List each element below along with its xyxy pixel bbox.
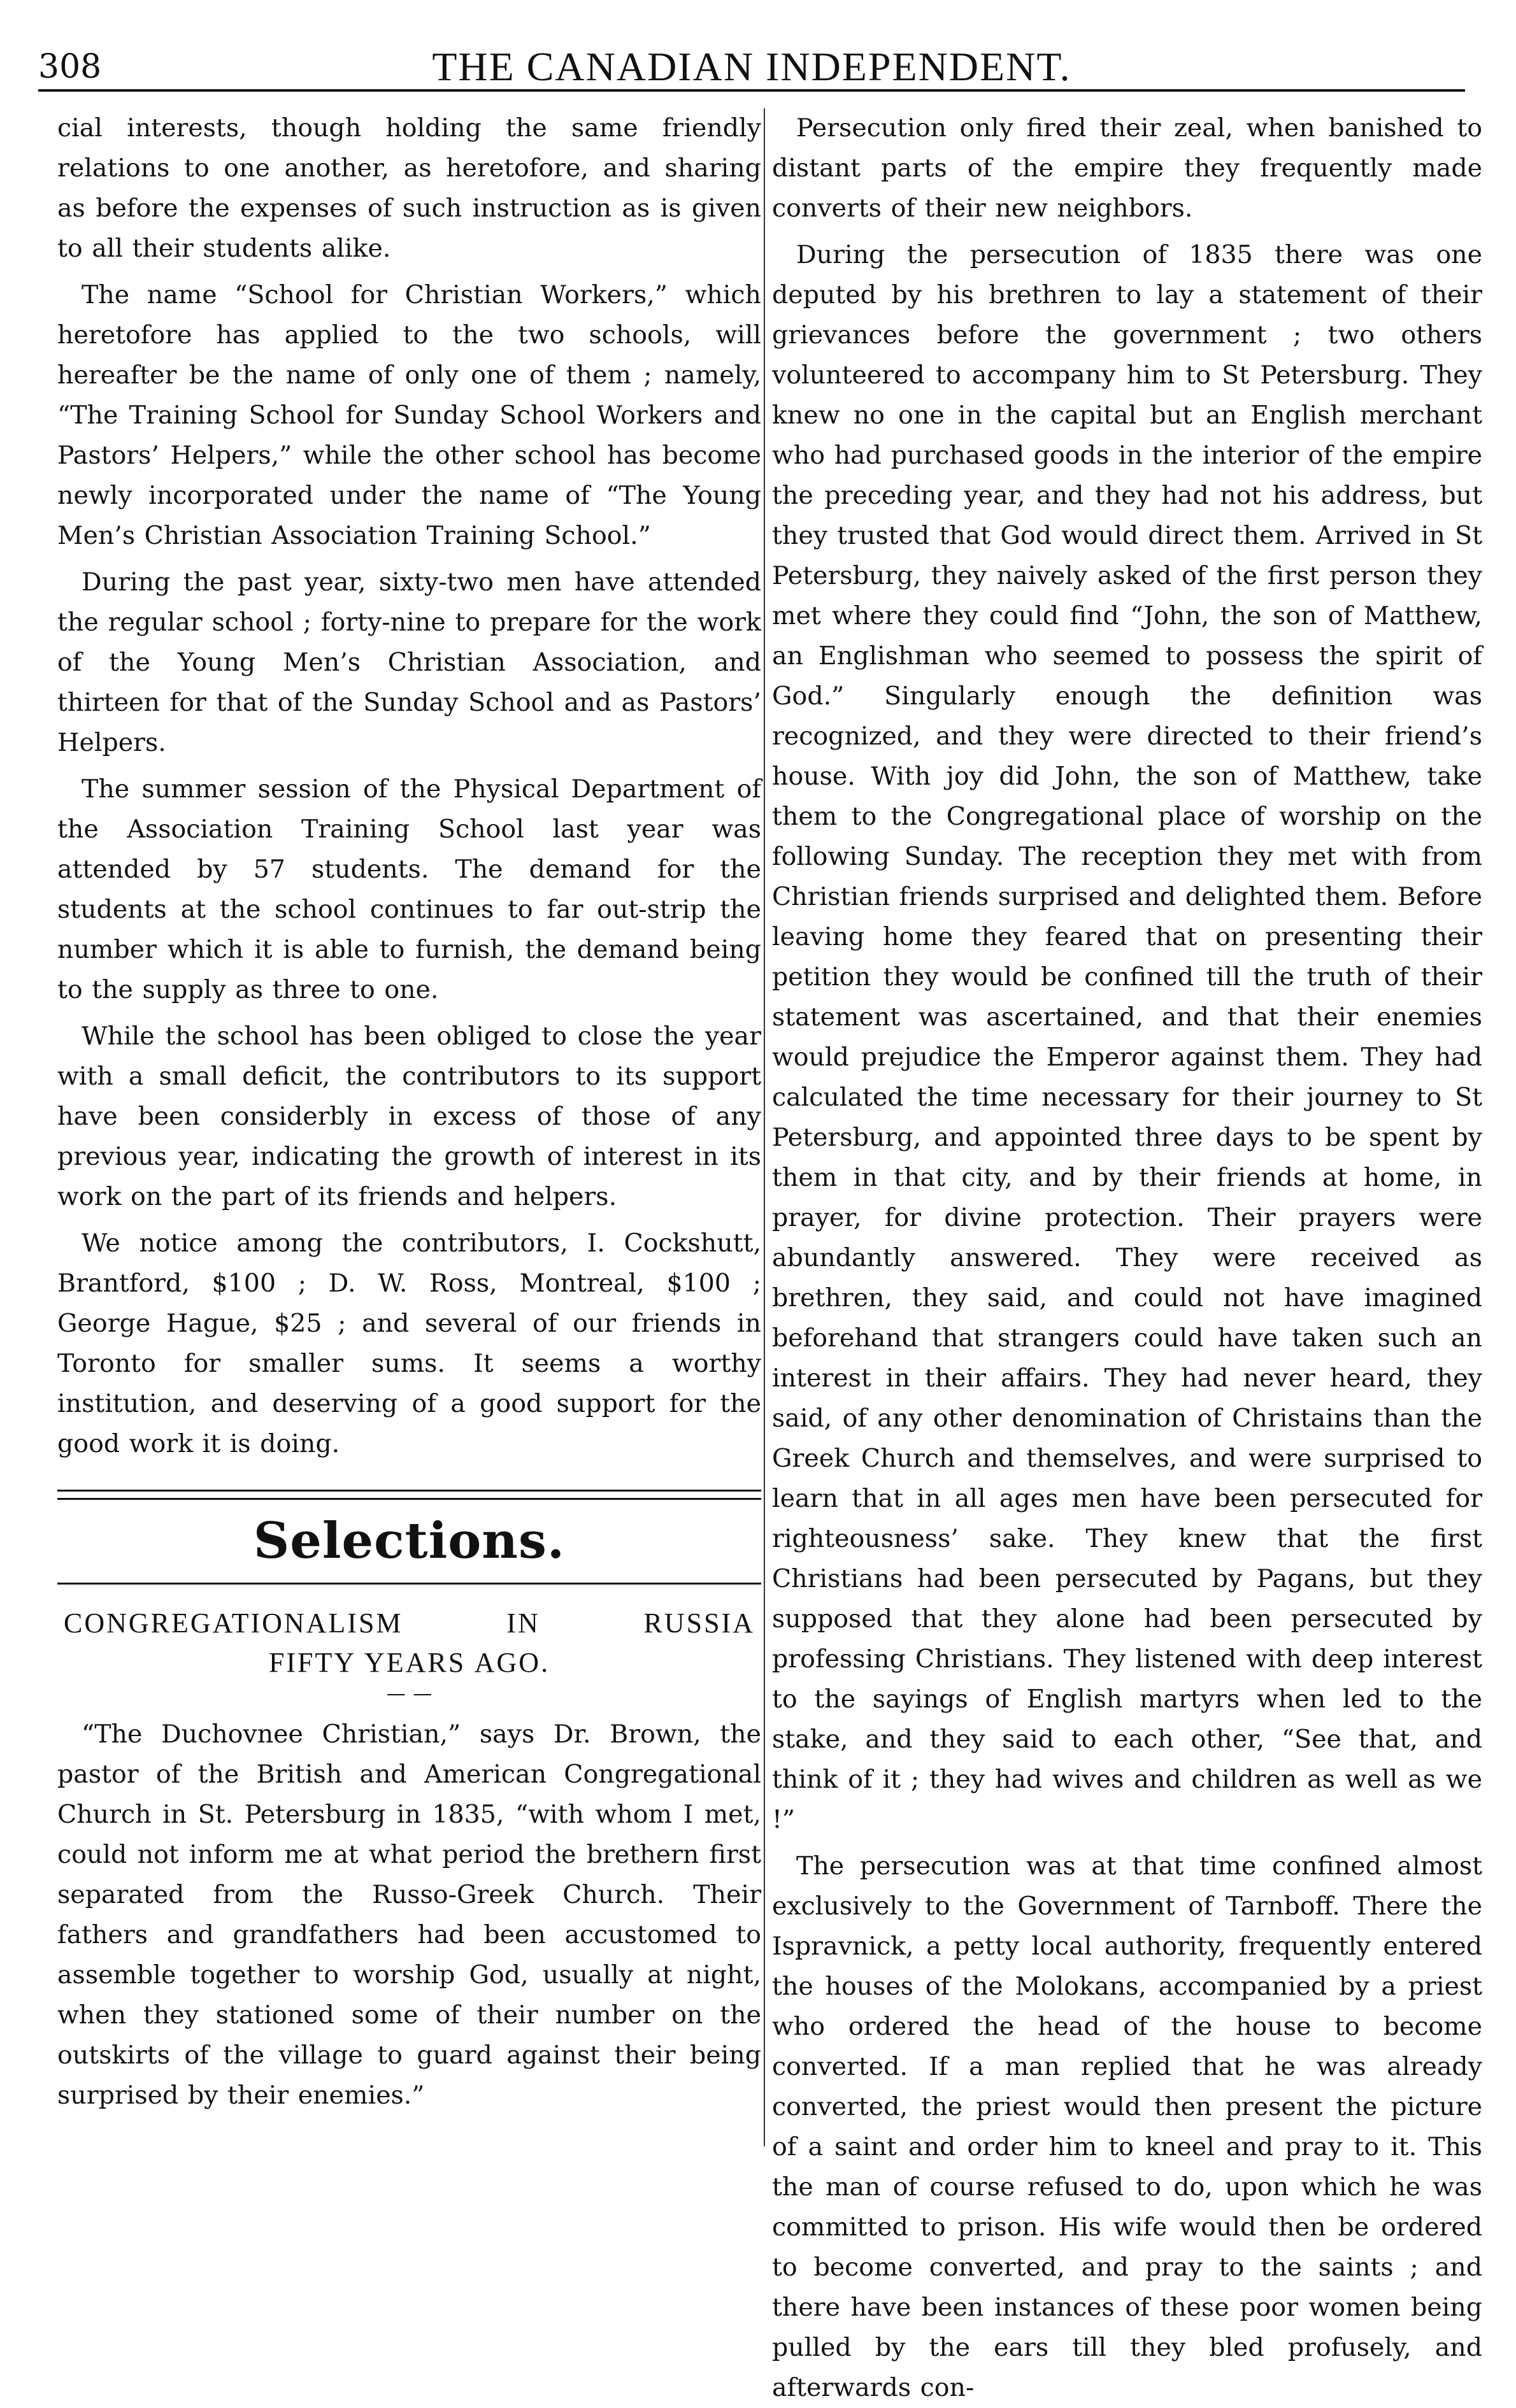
article-title [57, 1604, 761, 1683]
paragraph: We notice among the contributors, I. Cockshutt, Brantford, $100 ; D. W. Ross, Montreal, $100 ; George Hague, $25 ; and several of our friends in Toronto for smaller sums. It seems a worthy institution, and deserving of a good support for the good work it is doing. [57, 1229, 761, 1458]
paragraph: “The Duchovnee Christian,” says Dr. Brown, the pastor of the British and American Congregational Church in St. Petersburg in 1835, “with whom I met, could not inform me at what period the brethern first separated from the Russo-Greek Church. Their fathers and grandfathers had been accustomed to assemble together to worship God, usually at night, when they stationed some of their number on the outskirts of the village to guard against their being surprised by their enemies.” [57, 1720, 761, 2110]
paragraph: During the past year, sixty-two men have attended the regular school ; forty-nine to prepare for the work of the Young Men’s Christian Association, and thirteen for that of the Sunday School and as Pastors’ Helpers. [57, 567, 761, 757]
paragraph: During the persecution of 1835 there was one deputed by his brethren to lay a statement of their grievances before the government ; two others volunteered to accompany him to St Petersburg. They knew no one in the capital but an English merchant who had purchased goods in the interior of the empire the preceding year, and they had not his address, but they trusted that God would direct them. Arrived in St Petersburg, they naively asked of the first person they met where they could find “John, the son of Matthew, an Englishman who seemed to possess the spirit of God.” Singularly enough the definition was recognized, and they were directed to their friend’s house. With joy did John, the son of Matthew, take them to the Congregational place of worship on the following Sunday. The reception they met with from Christian friends surprised and delighted them. Before leaving home they feared that on presenting their petition they would be confined till the truth of their statement was ascertained, and that their enemies would prejudice the Emperor against them. They had calculated the time necessary for their journey to St Petersburg, and appointed three days to be spent by them in that city, and by their friends at home, in prayer, for divine protection. Their prayers were abundantly answered. They were received as brethren, they said, and could not have imagined beforehand that strangers could have taken such an interest in their affairs. They had never heard, they said, of any other denomination of Christains than the Greek Church and themselves, and were surprised to learn that in all ages men have been persecuted for righteousness’ sake. They knew that the first Christians had been persecuted by Pagans, but they supposed that they alone had been persecuted by professing Christians. They listened with deep interest to the sayings of English martyrs when led to the stake, and they said to each other, “See that, and think of it ; they had wives and children as well as we !” [772, 240, 1482, 1834]
section-heading: Selections. [253, 1512, 566, 1570]
paragraph: Persecution only fired their zeal, when banished to distant parts of the empire they frequently made converts of their new neighbors. [772, 113, 1482, 223]
title-separator: — — [386, 1683, 433, 1705]
page-header [38, 45, 1465, 92]
page-number: 308 [38, 48, 102, 86]
section-divider [57, 1490, 761, 1500]
paragraph: The persecution was at that time confined almost exclusively to the Government of Tarnboff. There the Ispravnick, a petty local authority, frequently entered the houses of the Molokans, accompanied by a priest who ordered the head of the house to become converted. If a man replied that he was already converted, the priest would then present the picture of a saint and order him to kneel and pray to it. This the man of course refused to do, upon which he was committed to prison. His wife would then be ordered to become converted, and pray to the saints ; and there have been instances of these poor women being pulled by the ears till they bled profusely, and afterwards con- [772, 1851, 1482, 2402]
paragraph: While the school has been obliged to close the year with a small deficit, the contributors to its support have been considerbly in excess of those of any previous year, indicating the growth of interest in its work on the part of its friends and helpers. [57, 1022, 761, 1211]
journal-title: THE CANADIAN INDEPENDENT. [432, 44, 1071, 89]
right-column [772, 108, 1482, 2402]
article-title-line: CONGREGATIONALISM IN RUSSIA [64, 1607, 755, 1639]
paragraph: The summer session of the Physical Department of the Association Training School last year was attended by 57 students. The demand for the students at the school continues to far out-strip the number which it is able to furnish, the demand being to the supply as three to one. [57, 774, 761, 1004]
section-divider [57, 1583, 761, 1585]
paragraph: cial interests, though holding the same friendly relations to one another, as heretofore, and sharing as before the expenses of such instruction as is given to all their students alike. [57, 113, 761, 263]
paragraph: The name “School for Christian Workers,” which heretofore has applied to the two schools, will hereafter be the name of only one of them ; namely, “The Training School for Sunday School Workers and Pastors’ Helpers,” while the other school has become newly incorporated under the name of “The Young Men’s Christian Association Training School.” [57, 280, 761, 550]
article-title-line: FIFTY YEARS AGO. [268, 1647, 550, 1678]
column-divider [764, 108, 765, 2146]
left-column [57, 108, 761, 2146]
